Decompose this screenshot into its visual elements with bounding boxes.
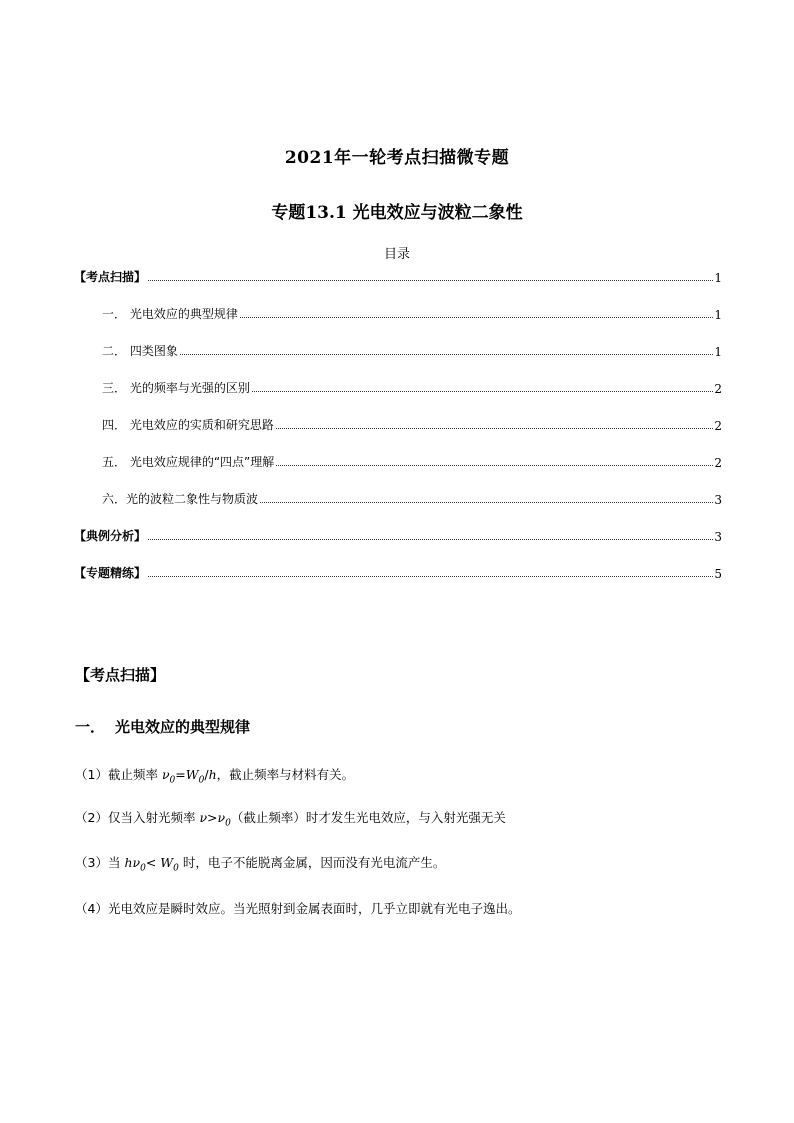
subsection-heading [75,716,250,737]
document-subtitle: 专题13.1 光电效应与波粒二象性 [271,203,523,223]
subscript: 0 [140,863,146,874]
subscript: 0 [225,818,231,829]
toc-entry-label: 六．光的波粒二象性与物质波 [102,492,259,506]
toc-page-number: 1 [714,345,722,359]
symbol-h: h [208,767,217,782]
toc-entry-label: 五． 光电效应规律的“四点”理解 [102,455,275,469]
paragraph-3 [75,853,445,874]
toc-entry-label: 一． 光电效应的典型规律 [102,307,238,321]
symbol-h-nu: hν [124,855,141,870]
toc-leader-dots [180,353,714,355]
paragraph-text: ，截止频率与材料有关。 [216,767,355,782]
toc-entry-kaodian[interactable] [74,265,722,285]
toc-page-number: 3 [714,530,722,544]
toc-entry-4[interactable] [102,413,722,433]
toc-heading: 目录 [383,247,410,262]
subscript: 0 [198,775,205,786]
toc-leader-dots [260,501,713,503]
subscript: 0 [169,775,176,786]
slash: / [204,767,209,782]
toc-leader-dots [240,316,714,318]
toc-leader-dots [148,279,713,281]
toc-entry-jinglian[interactable] [74,561,722,581]
toc-page-number: 1 [714,308,722,322]
toc-leader-dots [148,538,713,540]
toc-entry-label: 二． 四类图象 [102,344,178,358]
toc-entry-label: 【考点扫描】 [74,270,147,284]
paragraph-text: （3）当 [75,855,125,870]
toc-page-number: 2 [714,419,722,433]
paragraph-2 [75,808,506,829]
toc-entry-label: 【专题精练】 [74,566,147,580]
symbol-w: W [185,767,199,782]
paragraph-1 [75,765,354,786]
toc-entry-label: 三． 光的频率与光强的区别 [102,381,250,395]
toc-entry-5[interactable] [102,450,722,470]
paragraph-4: （4）光电效应是瞬时效应。当光照射到金属表面时，几乎立即就有光电子逸出。 [75,901,521,916]
toc-page-number: 1 [714,271,722,285]
symbol-w: W [160,855,174,870]
toc-page-number: 2 [714,456,722,470]
greater-than: > [207,810,218,825]
less-than: < [145,855,161,870]
toc-page-number: 3 [714,493,722,507]
symbol-nu: ν [161,767,170,782]
toc-entry-dianli[interactable] [74,524,722,544]
subsection-number: 一． [75,718,106,736]
toc-leader-dots [276,427,714,429]
section-heading: 【考点扫描】 [75,666,166,684]
toc-leader-dots [276,464,713,466]
subsection-title: 光电效应的典型规律 [115,718,251,736]
toc-page-number: 5 [714,567,722,581]
toc-entry-label: 四． 光电效应的实质和研究思路 [102,418,274,432]
equals-sign: = [175,767,186,782]
toc-leader-dots [252,390,714,392]
toc-page-number: 2 [714,382,722,396]
toc-entry-label: 【典例分析】 [74,529,147,543]
toc-entry-2[interactable] [102,339,722,359]
paragraph-text: （1）截止频率 [75,767,162,782]
paragraph-text: （截止频率）时才发生光电效应，与入射光强无关 [230,810,506,825]
document-title: 2021年一轮考点扫描微专题 [284,148,510,168]
toc-entry-1[interactable] [102,302,722,322]
symbol-nu: ν [199,810,208,825]
paragraph-text: （2）仅当入射光频率 [75,810,200,825]
toc-entry-6[interactable] [102,487,722,507]
paragraph-text: 时，电子不能脱离金属，因而没有光电流产生。 [178,855,446,870]
toc-leader-dots [148,575,713,577]
subscript: 0 [173,863,179,874]
toc-entry-3[interactable] [102,376,722,396]
symbol-nu: ν [217,810,226,825]
